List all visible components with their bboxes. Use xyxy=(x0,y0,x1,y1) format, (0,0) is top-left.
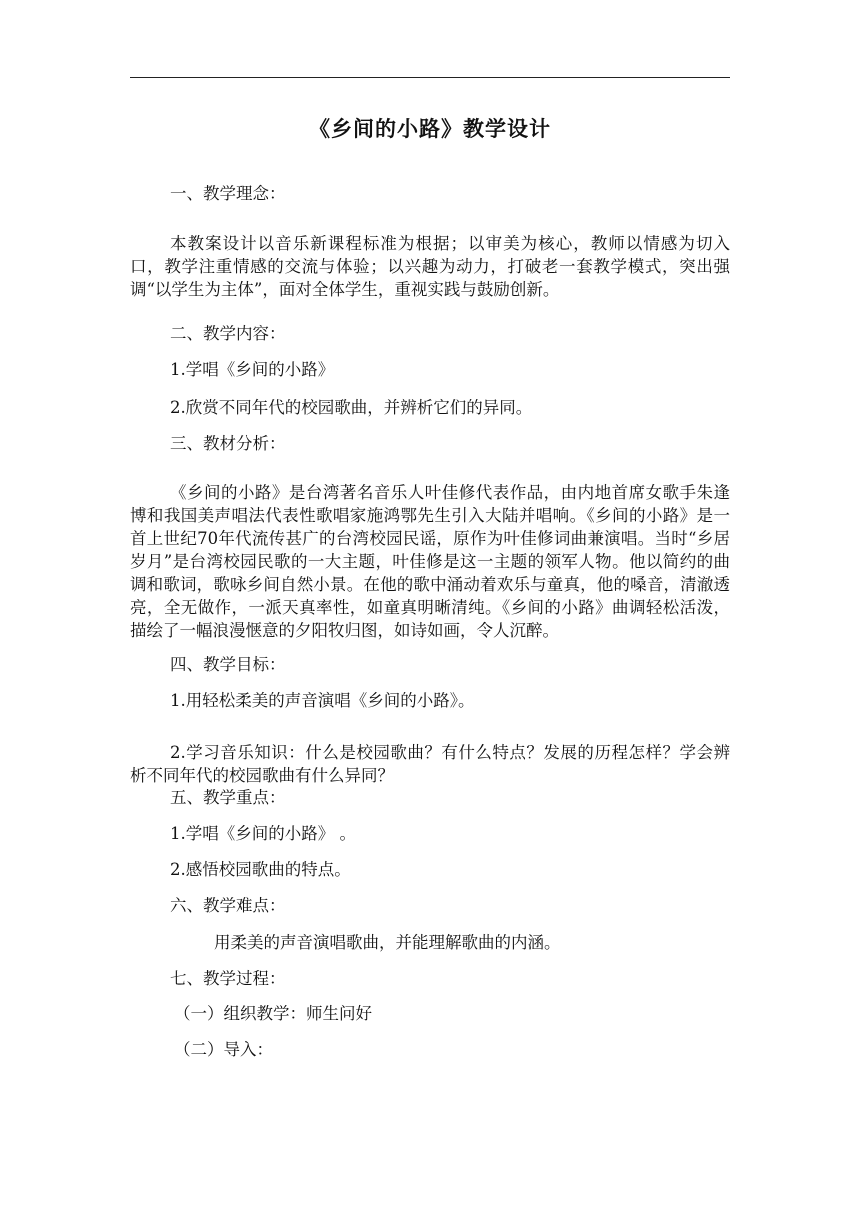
header-rule xyxy=(130,77,730,78)
philosophy-paragraph: 本教案设计以音乐新课程标准为根据；以审美为核心，教师以情感为切入口，教学注重情感的交流与体验；以兴趣为动力，打破老一套教学模式，突出强调“以学生为主体”，面对全体学生，重视实践与鼓励创新。 xyxy=(130,233,730,299)
content-item-1: 1.学唱《乡间的小路》 xyxy=(170,360,335,379)
key-point-item-1: 1.学唱《乡间的小路》 。 xyxy=(170,824,356,843)
key-point-item-2: 2.感悟校园歌曲的特点。 xyxy=(170,860,351,879)
objective-item-1: 1.用轻松柔美的声音演唱《乡间的小路》。 xyxy=(170,691,475,710)
difficulty-text: 用柔美的声音演唱歌曲，并能理解歌曲的内涵。 xyxy=(214,933,561,952)
document-title: 《乡间的小路》教学设计 xyxy=(309,116,551,141)
objective-item-2: 2.学习音乐知识：什么是校园歌曲？有什么特点？发展的历程怎样？学会辨析不同年代的校园歌曲有什么异同？ xyxy=(130,742,730,785)
section-heading-objectives: 四、教学目标： xyxy=(170,655,286,674)
process-step-2: （二）导入： xyxy=(174,1040,273,1059)
section-heading-content: 二、教学内容： xyxy=(170,324,286,343)
section-heading-process: 七、教学过程： xyxy=(170,969,286,988)
analysis-paragraph: 《乡间的小路》是台湾著名音乐人叶佳修代表作品，由内地首席女歌手朱逢博和我国美声唱法代表性歌唱家施鸿鄂先生引入大陆并唱响。《乡间的小路》是一首上世纪70年代流传甚广的台湾校园民谣，原作为叶佳修词曲兼演唱。当时“乡居岁月”是台湾校园民歌的一大主题，叶佳修是这一主题的领军人物。他以简约的曲调和歌词，歌咏乡间自然小景。在他的歌中涌动着欢乐与童真，他的嗓音，清澈透亮，全无做作，一派天真率性，如童真明晰清纯。《乡间的小路》曲调轻松活泼，描绘了一幅浪漫惬意的夕阳牧归图，如诗如画，令人沉醉。 xyxy=(130,482,730,640)
section-heading-key-points: 五、教学重点： xyxy=(170,788,286,807)
content-item-2: 2.欣赏不同年代的校园歌曲，并辨析它们的异同。 xyxy=(170,398,533,417)
section-heading-difficulties: 六、教学难点： xyxy=(170,896,286,915)
process-step-1: （一）组织教学：师生问好 xyxy=(174,1004,372,1023)
section-heading-analysis: 三、教材分析： xyxy=(170,434,286,453)
section-heading-philosophy: 一、教学理念： xyxy=(170,184,286,203)
